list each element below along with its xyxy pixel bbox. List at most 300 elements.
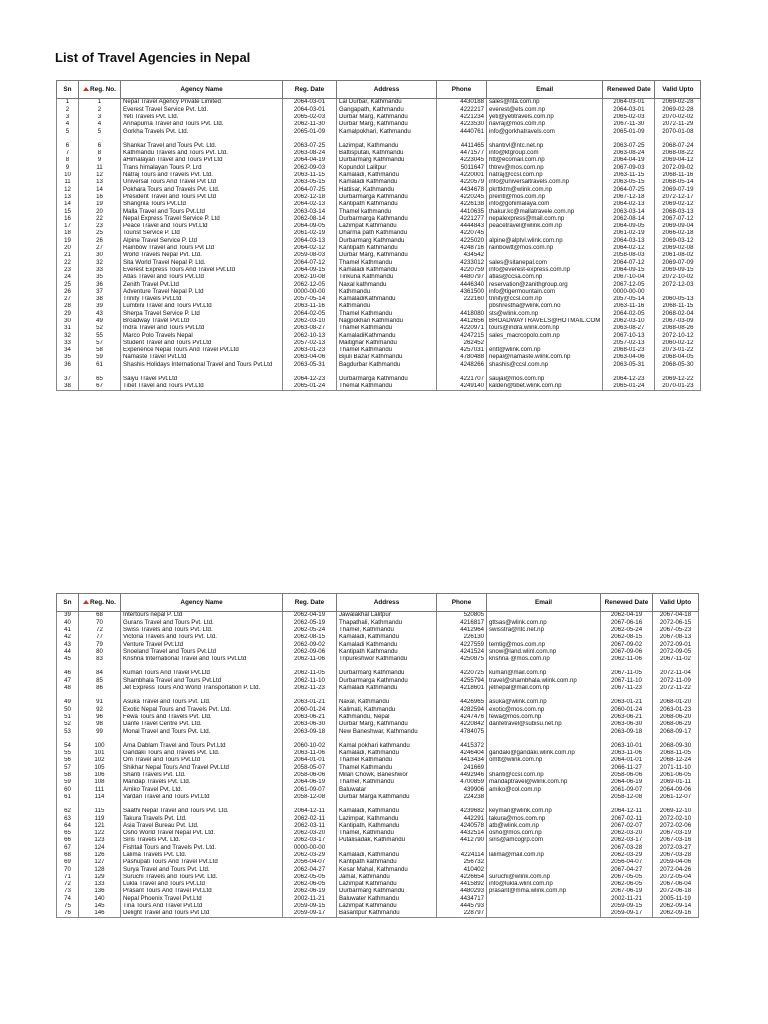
spacer-cell [601,663,653,670]
cell-email[interactable]: info@everest-express.com.np [487,267,603,274]
cell-email[interactable]: lalima@mail.com.np [487,852,601,859]
table-row [57,779,699,786]
cell-reg-date: 2063-08-24 [283,150,337,157]
cell-reg-no: 36 [79,281,121,288]
cell-reg-date: 2064-09-15 [283,267,337,274]
cell-reg-no: 85 [79,677,121,684]
cell-email[interactable]: pbshrestha@wlink.com.no [487,303,603,310]
cell-sn: 56 [57,757,79,764]
column-header-phone[interactable] [437,81,487,99]
cell-email[interactable]: amiko@col.com.np [487,786,601,793]
spacer-cell [79,801,121,808]
cell-address: Durbarmarg Kathmandu [337,237,437,244]
cell-email[interactable]: info@universaltravels.com.np [487,179,603,186]
cell-reg-no: 77 [79,634,121,641]
cell-phone [437,303,487,310]
cell-email[interactable]: travel@shambhala.wlink.com.np [487,677,601,684]
spacer-cell [487,369,603,376]
spacer-cell [601,692,653,699]
cell-reg-no: 111 [79,786,121,793]
cell-email[interactable]: everest@ets.com.np [487,106,603,113]
cell-email [487,903,601,910]
cell-email[interactable]: yeti@yetitravels.com.np [487,114,603,121]
cell-phone: 4415892 [437,881,487,888]
cell-agency-name: Shashis Holidays International Travel and Tours Pvt.Ltd [121,361,283,368]
cell-renewed-date: 2060-01-24 [601,706,653,713]
cell-valid-upto: 2068-11-05 [653,750,699,757]
cell-reg-no: 68 [79,612,121,620]
cell-email[interactable]: sts@wlink.com.np [487,310,603,317]
cell-agency-name: Gandaki Tours and Travels Pvt. Ltd. [121,750,283,757]
cell-email[interactable]: tours@indra.wlink.com.np [487,325,603,332]
spacer-cell [121,663,283,670]
cell-address: Kopundol Lalitpur [337,164,437,171]
table-row [57,157,701,164]
cell-valid-upto: 2068-08-26 [655,325,701,332]
cell-address: Baluwatar [337,786,437,793]
cell-renewed-date: 2063-11-15 [603,172,655,179]
cell-valid-upto: 2069-02-28 [655,106,701,113]
cell-sn: 43 [57,641,79,648]
cell-sn: 40 [57,619,79,626]
cell-reg-date: 2063-11-15 [283,172,337,179]
cell-sn: 7 [57,150,79,157]
cell-reg-no: 55 [79,332,121,339]
cell-renewed-date: 2059-09-17 [601,910,653,918]
cell-email[interactable]: sales@nta.com.np [487,99,603,107]
cell-reg-no: 23 [79,223,121,230]
cell-email[interactable]: takura@mos.com.np [487,815,601,822]
cell-address: Kamaladi, Kathmandu [337,634,437,641]
cell-agency-name: Asia Travel Bureau Pvt. Ltd. [121,822,283,829]
cell-valid-upto: 2067-06-04 [653,881,699,888]
cell-agency-name: Om Travel and Tours Pvt.Ltd [121,757,283,764]
cell-reg-date: 0000-00-00 [283,288,337,295]
cell-address: Durbar Marg, Kathmandu [337,252,437,259]
cell-renewed-date: 2062-03-10 [603,318,655,325]
cell-reg-date: 2064-09-05 [283,223,337,230]
table-row [57,619,699,626]
cell-reg-no: 25 [79,230,121,237]
column-header-address[interactable] [337,81,437,99]
cell-phone: 4221277 [437,215,487,222]
spacer-cell [337,801,437,808]
cell-reg-no: 105 [79,764,121,771]
table-row [57,706,699,713]
cell-phone [437,844,487,851]
cell-renewed-date: 2057-05-14 [603,296,655,303]
cell-phone: 241669 [437,764,487,771]
cell-valid-upto: 2067-03-09 [655,318,701,325]
cell-email[interactable]: info@gorkhatravels.com [487,128,603,135]
table-row [57,728,699,735]
cell-phone: 4426965 [437,699,487,706]
column-header-label: Address [373,599,400,606]
cell-phone: 222160 [437,296,487,303]
spacer-row [57,692,699,699]
cell-email [487,910,601,918]
cell-sn: 58 [57,772,79,779]
cell-email[interactable]: mandaptravel@wlink.com.np [487,779,601,786]
cell-email[interactable]: info@ktgroup.com [487,150,603,157]
cell-email[interactable]: thtrev@mos.com.np [487,164,603,171]
spacer-cell [487,692,601,699]
cell-address: Kamaladi Kathmandu [337,179,437,186]
spacer-cell [655,369,701,376]
cell-address: Durbar Marg, Kathmandu [337,721,437,728]
cell-sn: 13 [57,194,79,201]
cell-address: Lazimpat Kathmandu [337,223,437,230]
cell-reg-no: 133 [79,881,121,888]
column-header-agency-name[interactable] [121,594,283,612]
spacer-cell [653,801,699,808]
cell-valid-upto: 2073-01-22 [655,347,701,354]
cell-renewed-date: 2061-02-19 [603,230,655,237]
cell-email[interactable]: prasant@mma.wlink.com.np [487,888,601,895]
cell-reg-no: 38 [79,296,121,303]
cell-email[interactable]: reservation@zanithgroup.org [487,281,603,288]
cell-reg-date: 2060-10-02 [283,742,337,749]
cell-agency-name: Trans himalayan Tours P. Lrd [121,164,283,171]
cell-renewed-date: 2067-09-03 [603,164,655,171]
table-row [57,106,701,113]
cell-valid-upto: 2072-10-12 [655,332,701,339]
cell-email[interactable]: thakur.kc@mallatravele.com.np [487,208,603,215]
cell-sn: 16 [57,215,79,222]
cell-email[interactable]: sales_macrcopolo.com.np [487,332,603,339]
cell-agency-name: Siris Travels Pvt. Ltd. [121,837,283,844]
cell-email[interactable]: danfetravel@subisu.net.np [487,721,601,728]
cell-sn: 6 [57,142,79,149]
cell-address: Hattisar, Kathmandu [337,186,437,193]
cell-phone: 4246404 [437,750,487,757]
table-row [57,699,699,706]
cell-email[interactable]: info@tigermountain.com [487,288,603,295]
cell-address: Battisputali, Kathmandu [337,150,437,157]
cell-email[interactable]: nepal@namaste.wlink.com.np [487,354,603,361]
cell-email[interactable]: info@gohimalaya.com [487,201,603,208]
column-header-valid-upto[interactable] [653,594,699,612]
sort-arrow-icon[interactable] [83,600,89,604]
cell-email[interactable]: entt@wlink.com.np [487,347,603,354]
cell-reg-date: 2058-12-08 [283,794,337,801]
table-row [57,910,699,918]
cell-email[interactable]: nepalexpress@mail.com.np [487,215,603,222]
cell-email[interactable]: jetnepal@mail.com.np [487,685,601,692]
cell-phone: 4411465 [437,142,487,149]
cell-reg-date: 2063-07-25 [283,142,337,149]
cell-phone: 4248266 [437,361,487,368]
cell-email[interactable]: gttsas@wlink.com.np [487,619,601,626]
cell-email[interactable]: alpine@alptvl.wlink.com.np [487,237,603,244]
cell-email[interactable]: saujai@mos.com.np [487,376,603,383]
cell-reg-no: 58 [79,347,121,354]
table-row [57,903,699,910]
cell-reg-no: 1 [79,99,121,107]
cell-phone: 4226138 [437,201,487,208]
cell-valid-upto: 2067-11-02 [653,656,699,663]
cell-email[interactable]: shantrvl@ntc.net.np [487,142,603,149]
spacer-cell [79,663,121,670]
column-header-label: Reg. No. [90,599,116,606]
cell-reg-date: 2062-10-08 [283,274,337,281]
cell-sn: 27 [57,296,79,303]
cell-phone: 262452 [437,340,487,347]
cell-reg-date: 2063-01-23 [283,347,337,354]
cell-phone: 4480797 [437,274,487,281]
cell-email[interactable]: fewa@mos.com.np [487,714,601,721]
cell-reg-no: 121 [79,822,121,829]
spacer-row [57,369,701,376]
cell-email[interactable]: snow@land.wlinl.com.np [487,648,601,655]
cell-agency-name: Experience Nepal Tours And Travel Pvt.Ltd [121,347,283,354]
cell-valid-upto: 2072-09-02 [655,164,701,171]
cell-reg-no: 101 [79,750,121,757]
cell-address: Thamel Kathmandu [337,325,437,332]
column-header-reg-no[interactable] [79,81,121,99]
cell-email [487,794,601,801]
cell-phone: 256732 [437,859,487,866]
cell-agency-name: Malla Travel and Tours Pvt.Ltd [121,208,283,215]
cell-agency-name: Lukla Travel and Tours Pvt.Ltd [121,881,283,888]
cell-agency-name: Universal Tours And Travel Pvt Ltd [121,179,283,186]
column-header-sn[interactable] [57,81,79,99]
table-row [57,325,701,332]
column-header-label: Phone [451,86,472,93]
cell-agency-name: Amiko Travel Pvt. Ltd. [121,786,283,793]
column-header-renewed-date[interactable] [603,81,655,99]
cell-email[interactable]: kalden@tibet.wlink.com.np [487,383,603,391]
cell-renewed-date: 2057-02-13 [603,340,655,347]
table-row [57,742,699,749]
table-row [57,383,701,391]
cell-email[interactable]: siris@amcogrp.com [487,837,601,844]
cell-reg-date: 2062-08-15 [283,634,337,641]
cell-email[interactable]: osho@mos.com.np [487,830,601,837]
cell-email[interactable]: pkrttktm@wlink.com.np [487,186,603,193]
cell-valid-upto: 2061-12-07 [653,794,699,801]
cell-sn: 4 [57,121,79,128]
cell-reg-no: 13 [79,179,121,186]
cell-renewed-date: 2064-03-01 [603,106,655,113]
cell-agency-name: Gurans Travel and Tours Pvt. Ltd. [121,619,283,626]
cell-reg-date: 2063-06-21 [283,714,337,721]
cell-phone: 4480293 [437,888,487,895]
cell-valid-upto: 2069-03-12 [655,237,701,244]
spacer-cell [121,135,283,142]
cell-valid-upto: 2068-06-29 [653,721,699,728]
cell-reg-no: 30 [79,252,121,259]
cell-email[interactable]: navraj@mos.com.np [487,121,603,128]
spacer-cell [79,735,121,742]
cell-valid-upto: 2068-05-14 [655,179,701,186]
table-row [57,822,699,829]
cell-sn: 1 [57,99,79,107]
cell-valid-upto: 2060-05-13 [655,296,701,303]
cell-sn: 3 [57,114,79,121]
sort-arrow-icon[interactable] [83,87,89,91]
table-row [57,714,699,721]
cell-valid-upto: 2067-03-28 [653,852,699,859]
cell-email[interactable]: info@lukla.wlinl.com.np [487,881,601,888]
cell-reg-no: 70 [79,619,121,626]
cell-reg-date: 2057-05-14 [283,296,337,303]
cell-email[interactable]: trinity@ccsl.com.np [487,296,603,303]
cell-sn: 12 [57,186,79,193]
cell-renewed-date: 2063-07-25 [603,142,655,149]
table-row [57,186,701,193]
cell-phone: 4222217 [437,106,487,113]
cell-address: Dharma path Kathmandu [337,230,437,237]
cell-email[interactable]: preintl@mos.com.np [487,194,603,201]
cell-agency-name: Zenith Travel Pvt.Ltd [121,281,283,288]
cell-valid-upto: 2068-06-20 [653,714,699,721]
cell-email[interactable]: keyman@wlink.com.np [487,808,601,815]
column-header-email[interactable] [487,594,601,612]
column-header-agency-name[interactable] [121,81,283,99]
cell-sn: 23 [57,267,79,274]
cell-phone: 4221234 [437,114,487,121]
cell-email[interactable]: atb@wlink.com.np [487,822,601,829]
cell-reg-no: 20 [79,208,121,215]
cell-renewed-date: 2064-12-23 [603,376,655,383]
cell-email[interactable]: shanti@ccsl.com.np [487,772,601,779]
cell-reg-date: 2063-11-06 [283,750,337,757]
cell-renewed-date: 2067-11-30 [603,121,655,128]
column-header-email[interactable] [487,81,603,99]
cell-renewed-date: 2063-08-27 [603,325,655,332]
cell-email [487,230,603,237]
cell-renewed-date: 2064-07-12 [603,259,655,266]
cell-reg-date: 2061-09-07 [283,786,337,793]
cell-email[interactable]: shashis@ccsl.com.np [487,361,603,368]
cell-reg-date: 2064-07-12 [283,259,337,266]
cell-phone: 4446340 [437,281,487,288]
table-row [57,114,701,121]
cell-email[interactable]: asuka@wlink.com.np [487,699,601,706]
table-row [57,881,699,888]
cell-agency-name: Asuka Travel and Tours Pvt. Ltd. [121,699,283,706]
table-row [57,361,701,368]
cell-valid-upto: 2072-12-17 [655,194,701,201]
cell-phone: 4445793 [437,903,487,910]
cell-agency-name: Pashupati Tours And Travel Pvt.Ltd [121,859,283,866]
table-row [57,786,699,793]
cell-email[interactable]: suruchi@wlink.com.np [487,874,601,881]
cell-email[interactable]: krishna @mos.com.np [487,656,601,663]
cell-address: Durbar Marg, Kathmandu [337,121,437,128]
cell-email[interactable]: sales@sitanepal.com [487,259,603,266]
cell-address: Thamel, Kathmandu [337,830,437,837]
cell-sn: 25 [57,281,79,288]
cell-phone: 4247215 [437,332,487,339]
cell-address: Kathmandu [337,288,437,295]
column-header-reg-date[interactable] [283,594,337,612]
cell-email[interactable]: gandaki@gandaki.wlink.com.np [487,750,601,757]
cell-agency-name: Sita World Travel Nepal P. Ltd. [121,259,283,266]
cell-reg-no: 61 [79,361,121,368]
cell-address: Thamel Kathmandu [337,259,437,266]
column-header-sn[interactable] [57,594,79,612]
table-row [57,772,699,779]
cell-address: Lazimpat, Kathmandu [337,815,437,822]
cell-valid-upto: 2062-09-16 [653,910,699,918]
cell-reg-date: 2059-08-03 [283,252,337,259]
cell-reg-date: 2062-03-11 [283,822,337,829]
cell-sn: 59 [57,779,79,786]
cell-valid-upto: 2068-04-05 [655,354,701,361]
cell-sn: 5 [57,128,79,135]
cell-sn: 2 [57,106,79,113]
column-header-reg-date[interactable] [283,81,337,99]
cell-email[interactable]: BROADWAYTRAVELS@HOTMAIL.COM [487,318,603,325]
cell-valid-upto: 2070-01-23 [655,383,701,391]
cell-address: KamaladiKathmandu [337,332,437,339]
cell-email[interactable]: rainbowtt@mos.com.np [487,245,603,252]
cell-agency-name: Prasant Tours And Travel Pvt.Ltd [121,888,283,895]
cell-phone: 4220579 [437,179,487,186]
cell-email[interactable]: omtt@wlink.com.np [487,757,601,764]
cell-address: Thamel Kathmandu [337,764,437,771]
cell-reg-date: 2065-01-24 [283,383,337,391]
cell-email[interactable]: natraj@ccsl.com.np [487,172,603,179]
cell-agency-name: Nepal Travel Agency Private Limited [121,99,283,107]
cell-reg-no: 37 [79,288,121,295]
cell-email[interactable]: peacetravel@wlink.com.np [487,223,603,230]
cell-email[interactable]: htt@ecomail.com.np [487,157,603,164]
cell-address: Kantipath, Kathmandu [337,822,437,829]
cell-sn: 63 [57,815,79,822]
cell-phone: 4221707 [437,376,487,383]
column-header-renewed-date[interactable] [601,594,653,612]
column-header-label: Phone [451,599,472,606]
cell-address: Lazimpat Kathmandu [337,881,437,888]
cell-phone: 4218601 [437,685,487,692]
cell-address: Nagpokhari Kathmandu [337,318,437,325]
cell-reg-date: 2062-09-06 [283,648,337,655]
cell-email[interactable]: exotic@mos.com.np [487,706,601,713]
cell-agency-name: Suruchi Travels and Tours Pvt. Ltd. [121,874,283,881]
cell-reg-date: 0000-00-00 [283,844,337,851]
spacer-cell [283,369,337,376]
column-header-phone[interactable] [437,594,487,612]
column-header-reg-no[interactable] [79,594,121,612]
cell-address: Thamel, Kathmandu [337,627,437,634]
column-header-valid-upto[interactable] [655,81,701,99]
column-header-address[interactable] [337,594,437,612]
cell-reg-date: 2064-02-12 [283,245,337,252]
cell-agency-name: Everest Travel Service Pvt. Ltd. [121,106,283,113]
cell-renewed-date: 2063-09-18 [601,728,653,735]
cell-valid-upto: 2064-09-06 [653,786,699,793]
cell-address: Kamal pokhari kathmandu [337,742,437,749]
cell-valid-upto: 2070-02-02 [655,114,701,121]
spacer-cell [283,663,337,670]
cell-renewed-date: 2058-06-06 [601,772,653,779]
cell-email[interactable]: kumari@mail.com.np [487,670,601,677]
cell-agency-name: Shanti Travels Pvt. Ltd. [121,772,283,779]
cell-email[interactable]: atlas@ccsa.com.np [487,274,603,281]
cell-phone: 4282594 [437,706,487,713]
cell-email[interactable]: temtig@mos.com.np [487,641,601,648]
cell-valid-upto: 2072-10-02 [655,274,701,281]
cell-phone: 226130 [437,634,487,641]
cell-reg-no: 123 [79,837,121,844]
cell-email[interactable]: swisstra@ntc.net.np [487,627,601,634]
cell-reg-no: 27 [79,245,121,252]
cell-agency-name: Shankar Travel and Tours Pvt. Ltd. [121,142,283,149]
table-row [57,310,701,317]
